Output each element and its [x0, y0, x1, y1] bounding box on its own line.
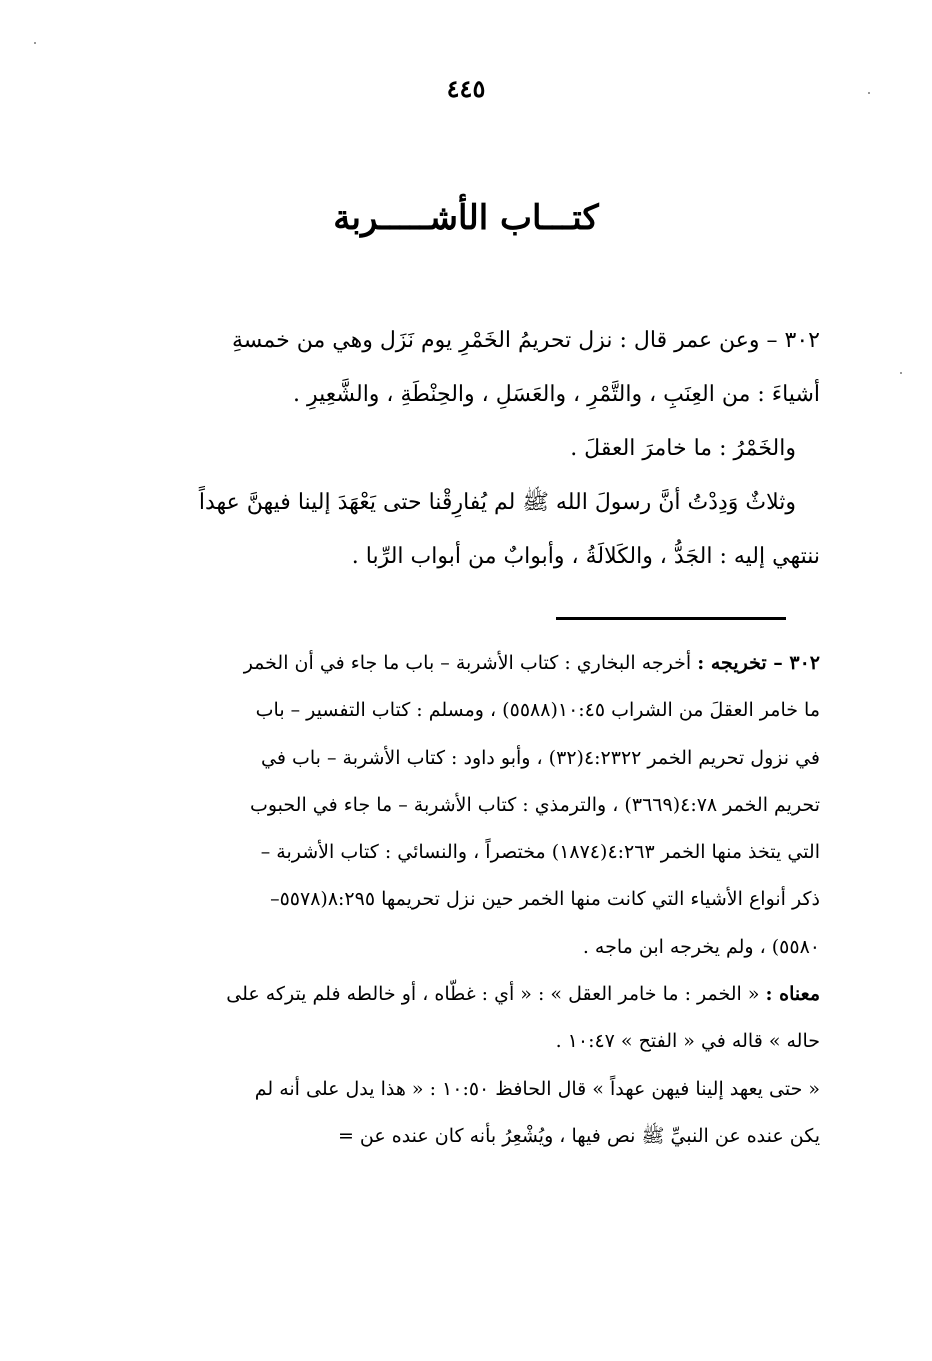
takhrij-line: تحريم الخمر ٤:٧٨(٣٦٦٩) ، والترمذي : كتاب الأشربة – ما جاء في الحبوب — [249, 793, 820, 816]
takhrij-label: ٣٠٢ – تخريجه : — [697, 652, 820, 674]
scan-speck — [34, 42, 36, 44]
takhrij-text: أخرجه البخاري : كتاب الأشربة – باب ما جاء في أن الخمر — [243, 652, 692, 674]
hafiz-line: « حتى يعهد إلينا فيهن عهداً » قال الحافظ ١٠:٥٠ : « هذا يدل على أنه لم — [254, 1077, 820, 1100]
maanahu-line: حاله » قاله في « الفتح » ١٠:٤٧ . — [555, 1030, 820, 1053]
hafiz-line: يكن عنده عن النبيِّ ﷺ نص فيها ، ويُشْعِرُ بأنه كان عنده عن = — [337, 1124, 820, 1147]
takhrij-line: ذكر أنواع الأشياء التي كانت منها الخمر حين نزل تحريمها ٨:٢٩٥(٥٥٧٨– — [270, 888, 820, 911]
maanahu-line — [128, 971, 820, 1018]
takhrij-line: في نزول تحريم الخمر ٤:٢٣٢٢(٣٢) ، وأبو داود : كتاب الأشربة – باب في — [261, 746, 820, 769]
hadith-line: ٣٠٢ – وعن عمر قال : نزل تحريمُ الخَمْرِ يوم نَزَل وهي من خمسةِ — [232, 328, 820, 353]
hadith-line: وثلاثٌ وَدِدْتُ أنَّ رسولَ الله ﷺ لم يُفارِقْنا حتى يَعْهَدَ إلينا فيهنَّ عهداً — [198, 490, 796, 515]
takhrij-line — [128, 640, 820, 687]
maanahu-label: معناه : — [765, 983, 820, 1006]
takhrij-line: ما خامر العقلَ من الشراب ١٠:٤٥(٥٥٨٨) ، ومسلم : كتاب التفسير – باب — [255, 699, 820, 722]
hadith-line: أشياءَ : من العِنَبِ ، والتَّمْرِ ، والعَسَلِ ، والحِنْطَةِ ، والشَّعِيرِ . — [292, 382, 820, 407]
footnote-separator — [556, 617, 786, 620]
hadith-line: ننتهي إليه : الجَدُّ ، والكَلالَةُ ، وأبوابٌ من أبواب الرِّبا . — [351, 544, 820, 569]
hadith-text — [128, 314, 820, 584]
footnotes — [128, 640, 820, 1160]
scan-speck — [900, 372, 902, 374]
page-number: ٤٤٥ — [446, 74, 486, 103]
hadith-line: والخَمْرُ : ما خامرَ العقلَ . — [570, 436, 796, 461]
maanahu-text: « الخمر : ما خامر العقل » : « أي : غطّاه ، أو خالطه فلم يتركه على — [226, 983, 760, 1006]
takhrij-line: التي يتخذ منها الخمر ٤:٢٦٣(١٨٧٤) مختصراً ، والنسائي : كتاب الأشربة – — [260, 841, 820, 864]
takhrij-line: ٥٥٨٠) ، ولم يخرجه ابن ماجه . — [582, 935, 820, 958]
chapter-title: كتـــاب الأشـــــربة — [333, 198, 599, 238]
